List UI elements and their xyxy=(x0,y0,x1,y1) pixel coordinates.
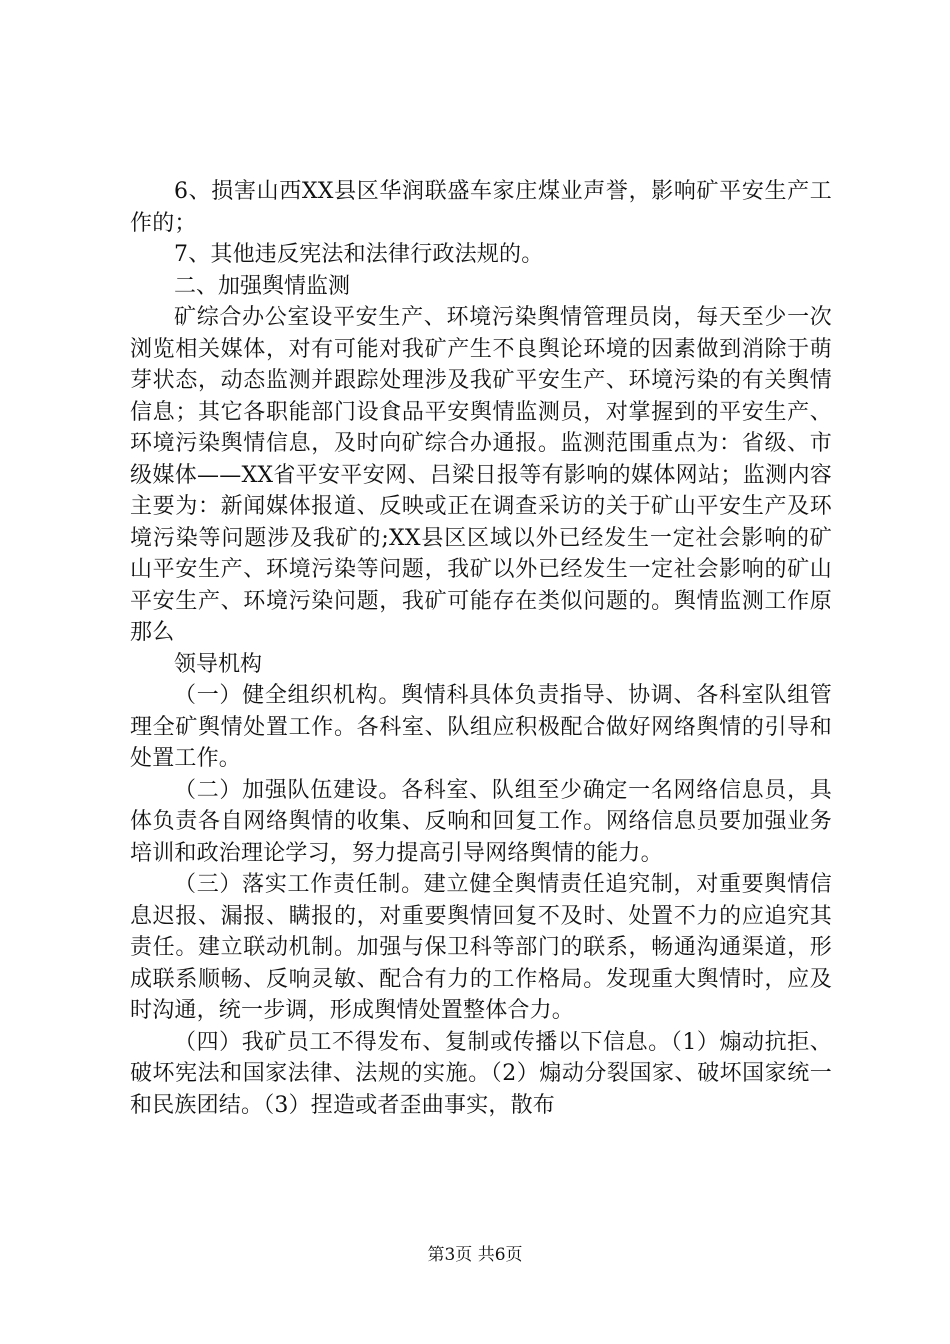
paragraph-monitoring: 矿综合办公室设平安生产、环境污染舆情管理员岗，每天至少一次浏览相关媒体，对有可能对我矿产生不良舆论环境的因素做到消除于萌芽状态，动态监测并跟踪处理涉及我矿平安生产、环境污染的有关舆情信息；其它各职能部门设食品平安舆情监测员，对掌握到的平安生产、环境污染舆情信息，及时向矿综合办通报。监测范围重点为：省级、市级媒体——XX省平安平安网、吕梁日报等有影响的媒体网站；监测内容主要为：新闻媒体报道、反映或正在调查采访的关于矿山平安生产及环境污染等问题涉及我矿的;XX县区区域以外已经发生一定社会影响的矿山平安生产、环境污染等问题，我矿以外已经发生一定社会影响的矿山平安生产、环境污染问题，我矿可能存在类似问题的。舆情监测工作原那么 xyxy=(130,305,832,645)
document-body xyxy=(130,176,832,1121)
paragraph-responsibility: （三）落实工作责任制。建立健全舆情责任追究制，对重要舆情信息迟报、漏报、瞒报的，对重要舆情回复不及时、处置不力的应追究其责任。建立联动机制。加强与保卫科等部门的联系，畅通沟通渠道，形成联系顺畅、反响灵敏、配合有力的工作格局。发现重大舆情时，应及时沟通，统一步调，形成舆情处置整体合力。 xyxy=(130,872,832,1023)
paragraph-item-7: 7、其他违反宪法和法律行政法规的。 xyxy=(174,242,544,267)
section-heading-monitoring: 二、加强舆情监测 xyxy=(174,273,351,299)
paragraph-team-building: （二）加强队伍建设。各科室、队组至少确定一名网络信息员，具体负责各自网络舆情的收集、反响和回复工作。网络信息员要加强业务培训和政治理论学习，努力提高引导网络舆情的能力。 xyxy=(130,777,832,866)
paragraph-prohibitions: （四）我矿员工不得发布、复制或传播以下信息。（1）煽动抗拒、破坏宪法和国家法律、法规的实施。（2）煽动分裂国家、破坏国家统一和民族团结。（3）捏造或者歪曲事实，散布 xyxy=(130,1029,832,1118)
paragraph-organization: （一）健全组织机构。舆情科具体负责指导、协调、各科室队组管理全矿舆情处置工作。各科室、队组应积极配合做好网络舆情的引导和处置工作。 xyxy=(130,683,832,771)
section-heading-leadership: 领导机构 xyxy=(174,651,263,677)
page-number-footer: 第3页 共6页 xyxy=(427,1245,523,1265)
paragraph-item-6: 6、损害山西XX县区华润联盛车家庄煤业声誉，影响矿平安生产工作的； xyxy=(130,179,832,236)
